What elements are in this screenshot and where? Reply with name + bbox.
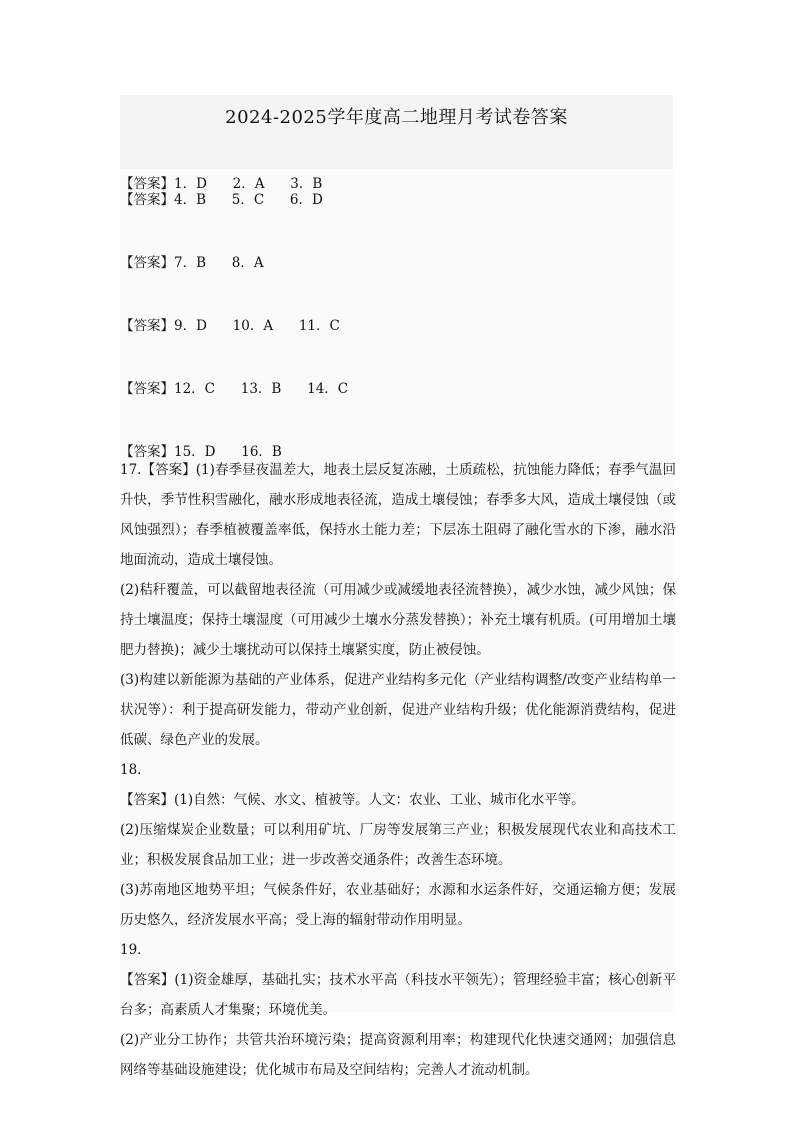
q19-part-2: (2)产业分工协作；共管共治环境污染；提高资源利用率；构建现代化快速交通网；加强信息网络等基础设施建设；优化城市布局及空间结构；完善人才流动机制。 [120, 1032, 676, 1078]
answer-line: 【答案】4．B 5．C 6．D [120, 192, 323, 208]
q19-number: 19． [120, 942, 151, 958]
q17-part-1: 17.【答案】(1)春季昼夜温差大，地表土层反复冻融，土质疏松，抗蚀能力降低；春季气温回升快，季节性积雪融化，融水形成地表径流，造成土壤侵蚀；春季多大风，造成土壤侵蚀（或风蚀强烈）；春季植被覆盖率低，保持水土能力差；下层冻土阻碍了融化雪水的下渗，融水沿地面流动，造成土壤侵蚀。 [120, 462, 676, 568]
answer-line: 【答案】1．D 2．A 3．B [120, 176, 323, 192]
page-title: 2024-2025学年度高二地理月考试卷答案 [225, 107, 568, 128]
q18-part-1: 【答案】(1)自然：气候、水文、植被等。人文：农业、工业、城市化水平等。 [120, 792, 585, 808]
answer-line: 【答案】12．C 13．B 14．C [120, 381, 349, 397]
answer-line: 【答案】7．B 8．A [120, 255, 264, 271]
q17-part-3: (3)构建以新能源为基础的产业体系，促进产业结构多元化（产业结构调整/改变产业结构单一状况等）：利于提高研发能力，带动产业创新，促进产业结构升级；优化能源消费结构，促进低碳、绿色产业的发展。 [120, 672, 676, 748]
q17-part-2: (2)秸秆覆盖，可以截留地表径流（可用减少或减缓地表径流替换），减少水蚀，减少风蚀；保持土壤温度；保持土壤湿度（可用减少土壤水分蒸发替换）；补充土壤有机质。(可用增加土壤肥力替换)；减少土壤扰动可以保持土壤紧实度，防止被侵蚀。 [120, 582, 676, 658]
question-17-block [120, 455, 676, 1085]
answer-line: 【答案】15．D 16．B [120, 444, 282, 460]
q18-number: 18． [120, 762, 151, 778]
header-band-lower [120, 127, 673, 169]
answer-line: 【答案】9．D 10．A 11．C [120, 318, 340, 334]
q19-part-1: 【答案】(1)资金雄厚，基础扎实；技术水平高（科技水平领先）；管理经验丰富；核心创新平台多；高素质人才集聚；环境优美。 [120, 972, 676, 1018]
q18-part-2: (2)压缩煤炭企业数量；可以利用矿坑、厂房等发展第三产业；积极发展现代农业和高技术工业；积极发展食品加工业；进一步改善交通条件；改善生态环境。 [120, 822, 676, 868]
q18-part-3: (3)苏南地区地势平坦；气候条件好，农业基础好；水源和水运条件好，交通运输方便；发展历史悠久，经济发展水平高；受上海的辐射带动作用明显。 [120, 882, 676, 928]
